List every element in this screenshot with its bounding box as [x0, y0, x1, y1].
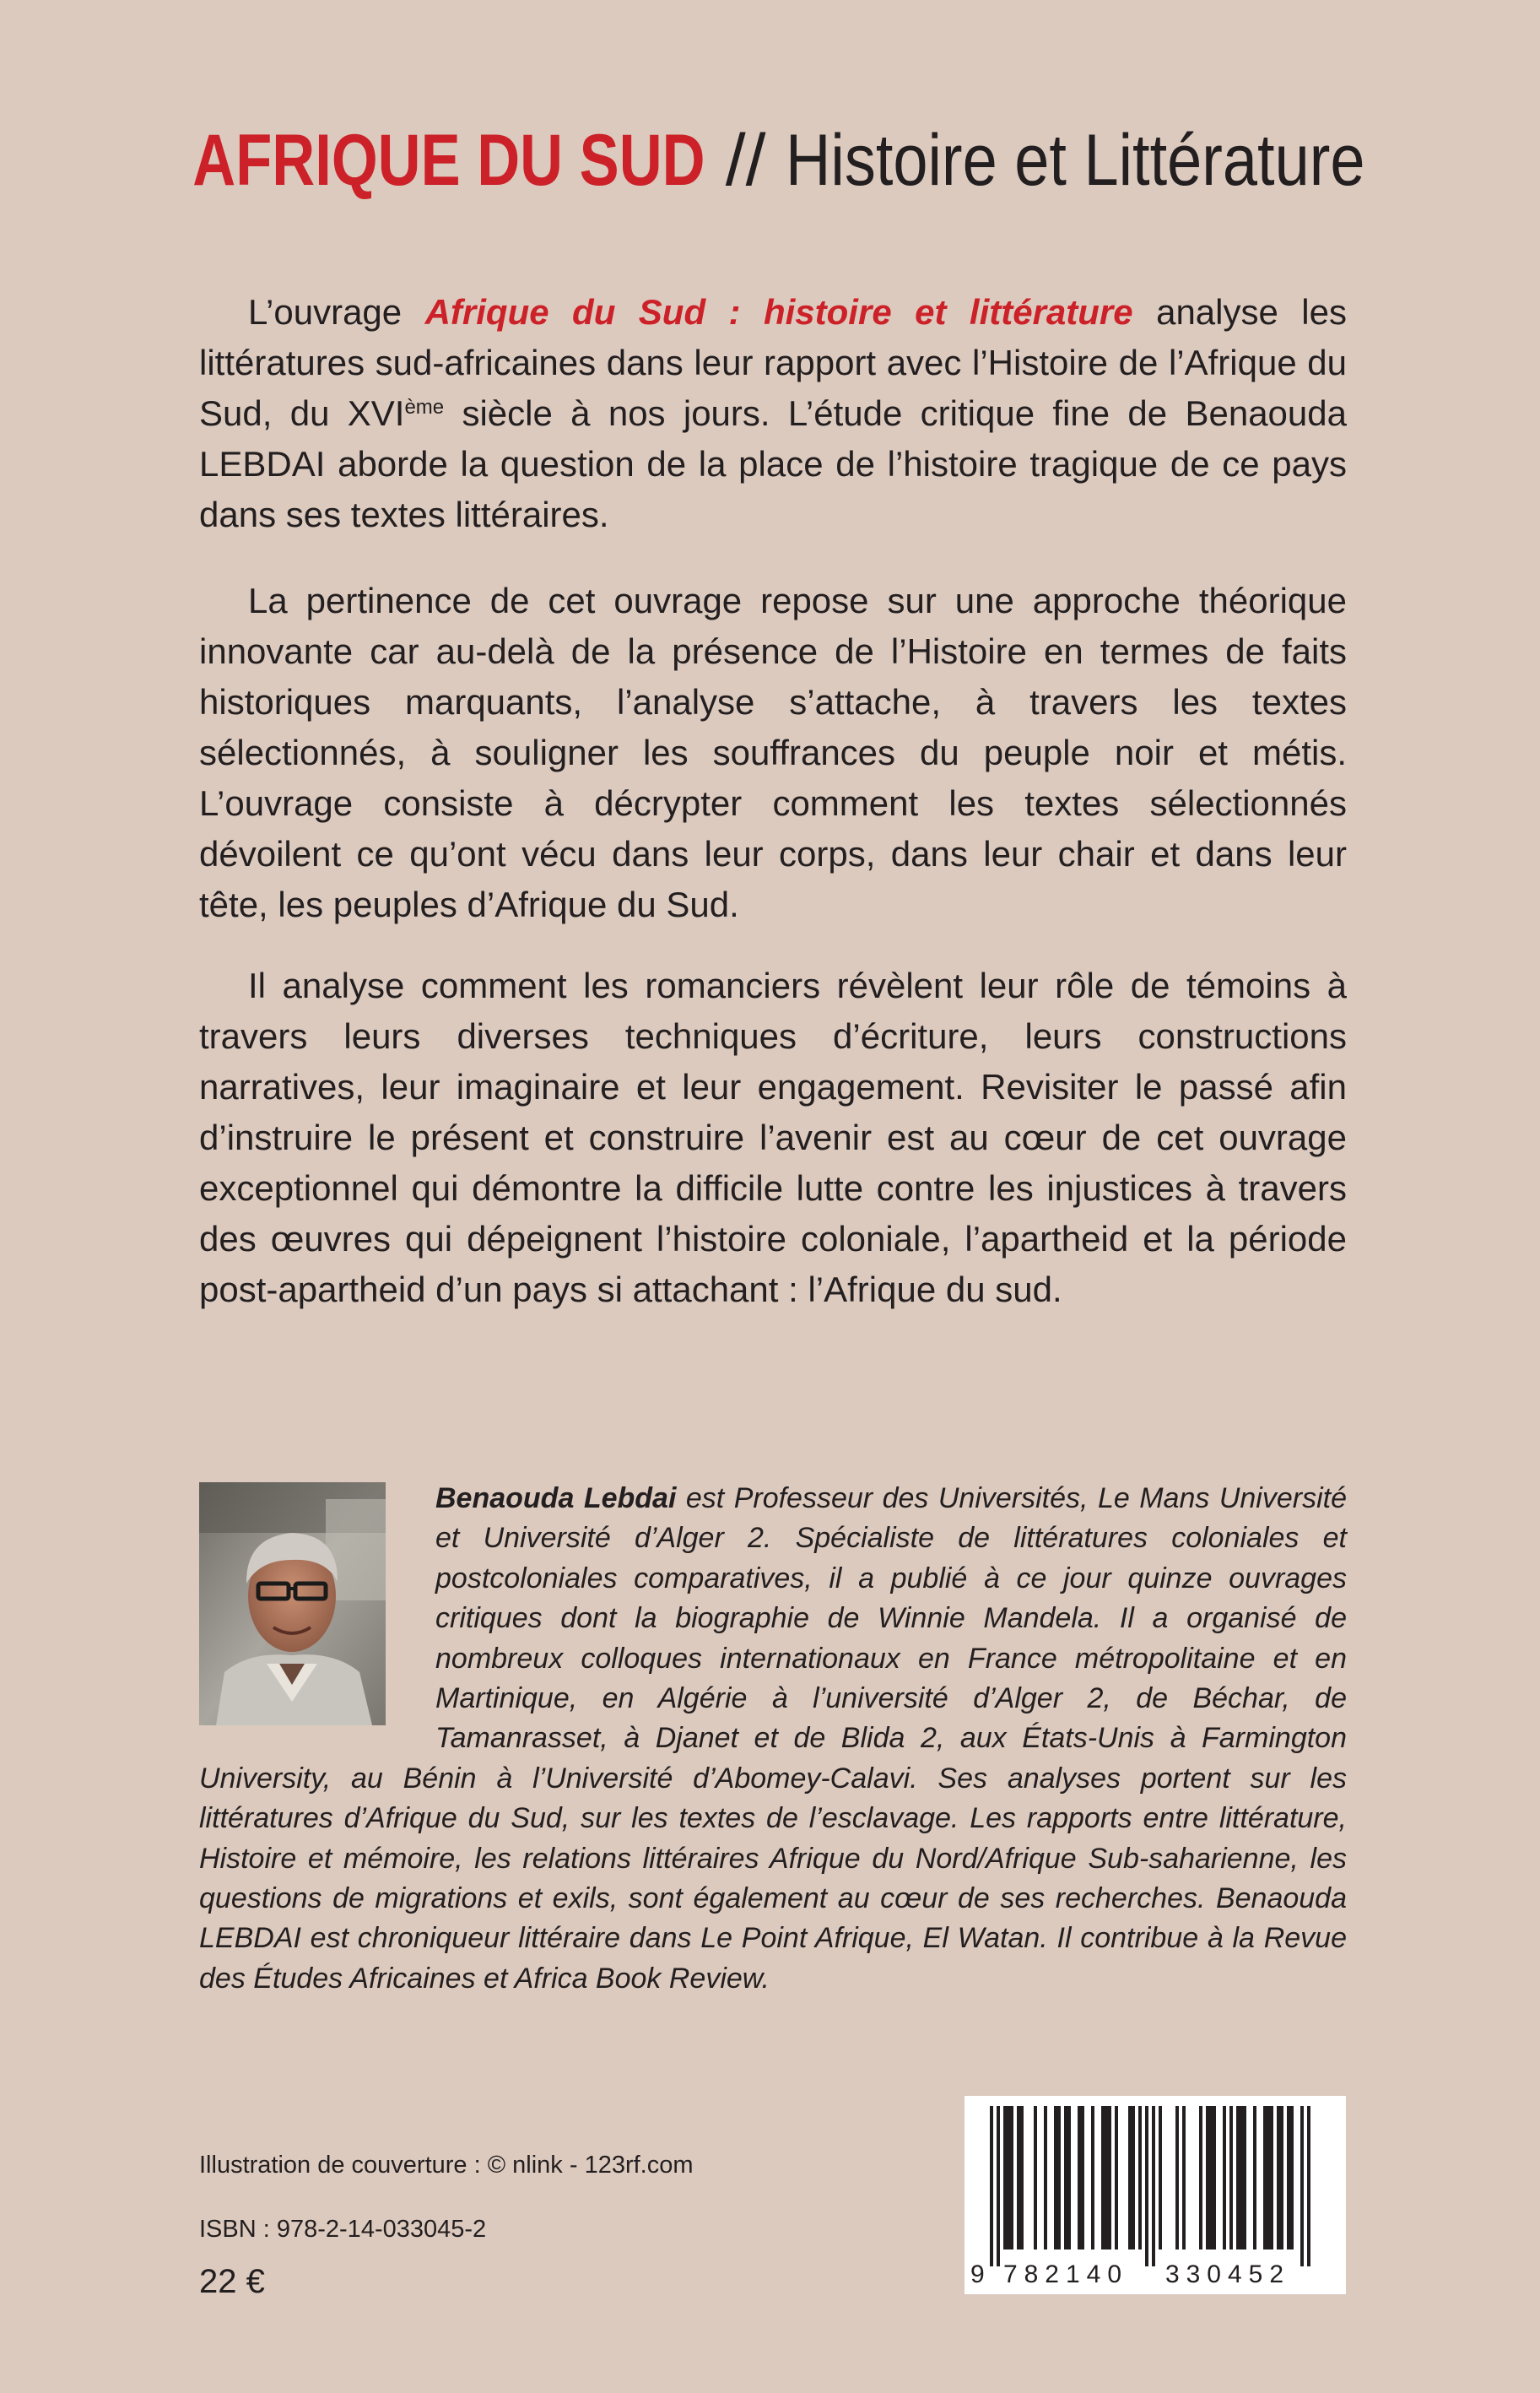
barcode-bar [1263, 2106, 1267, 2250]
barcode-bar [1115, 2106, 1118, 2250]
barcode-bar [1108, 2106, 1111, 2250]
title-subject: Histoire et Littérature [786, 120, 1365, 201]
barcode-bar [1206, 2106, 1209, 2250]
barcode-bar [1064, 2106, 1067, 2250]
author-bio-text: est Professeur des Universités, Le Mans Université et Université d’Alger 2. Spécialiste de littératures coloniales et postcoloniales comparatives, il a publié à ce jour quinze ouvrages critiques dont la biographie de Winnie Mandela. Il a organisé de nombreux colloques internationaux en France métropolitaine et en Martinique, en Algérie à l’université d’Alger 2, de Béchar, de Tamanrasset, à Djanet et de Blida 2, aux États-Unis à Farmington University, au Bénin à l’Université d’Abomey-Calavi. Ses analyses portent sur les littératures d’Afrique du Sud, sur les textes de l’esclavage. Les rapports entre littérature, Histoire et mémoire, les relations littéraires Afrique du Nord/Afrique Sub-saharienne, les questions de migrations et exils, sont également au cœur de ses recherches. Benaouda LEBDAI est chroniqueur littéraire dans Le Point Afrique, El Watan. Il contribue à la Revue des Études Africaines et Africa Book Review. [199, 1482, 1347, 1995]
author-bio [199, 1479, 1347, 1999]
barcode-bar [1287, 2106, 1290, 2250]
barcode-bar [1223, 2106, 1226, 2250]
barcode-bar [1240, 2106, 1243, 2250]
barcode-bar [1175, 2106, 1179, 2250]
barcode-bar [1253, 2106, 1256, 2250]
barcode-bar [1078, 2106, 1081, 2250]
barcode-bar [1057, 2106, 1061, 2250]
barcode-right-digits: 330452 [1164, 2260, 1291, 2288]
barcode-bar [1213, 2106, 1216, 2250]
barcode-bar [1280, 2106, 1283, 2250]
barcode-bar [1307, 2106, 1310, 2266]
barcode-bar [1138, 2106, 1142, 2250]
barcode-bar [1101, 2106, 1105, 2250]
barcode-bar [1209, 2106, 1213, 2250]
author-name: Benaouda Lebdai [435, 1482, 677, 1514]
cover-illustration-credit: Illustration de couverture : © nlink - 123rf.com [199, 2152, 694, 2179]
barcode-bar [1152, 2106, 1155, 2266]
summary-p1-superscript: ème [404, 396, 445, 419]
summary-p1-intro: L’ouvrage [248, 292, 425, 332]
barcode-bar [1010, 2106, 1013, 2250]
barcode-bar [1290, 2106, 1294, 2250]
barcode-bar [1270, 2106, 1273, 2250]
summary-paragraph-2: La pertinence de cet ouvrage repose sur une approche théorique innovante car au-delà de la présence de l’Histoire en termes de faits historiques marquants, l’analyse s’attache, à travers les textes sélectionnés, à souligner les souffrances du peuple noir et métis. L’ouvrage consiste à décrypter comment les textes sélectionnés dévoilent ce qu’ont vécu dans leur corps, dans leur chair et dans leur tête, les peuples d’Afrique du Sud. [199, 581, 1347, 924]
barcode-bar [990, 2106, 993, 2266]
barcode-bar [1091, 2106, 1094, 2250]
barcode-bar [1054, 2106, 1057, 2250]
barcode [965, 2096, 1346, 2294]
barcode-bar [1300, 2106, 1304, 2266]
barcode-bar [1017, 2106, 1020, 2250]
barcode-bar [1159, 2106, 1162, 2250]
barcode-bar [997, 2106, 1000, 2266]
barcode-bar [1267, 2106, 1270, 2250]
summary-paragraph-3: Il analyse comment les romanciers révèlent leur rôle de témoins à travers leurs diverses techniques d’écriture, leurs constructions narratives, leur imaginaire et leur engagement. Revisiter le passé afin d’instruire le présent et construire l’avenir est au cœur de cet ouvrage exceptionnel qui démontre la difficile lutte contre les injustices à travers des œuvres qui dépeignent l’histoire coloniale, l’apartheid et la période post-apartheid d’un pays si attachant : l’Afrique du sud. [199, 966, 1347, 1309]
barcode-bar [1081, 2106, 1084, 2250]
barcode-bar [1128, 2106, 1132, 2250]
barcode-bar [1007, 2106, 1010, 2250]
summary-p1-end: siècle à nos jours. L’étude critique fine de Benaouda LEBDAI aborde la question de la place de l’histoire tragique de ce pays dans ses textes littéraires. [199, 393, 1347, 534]
barcode-bar [1182, 2106, 1186, 2250]
barcode-bar [1199, 2106, 1202, 2250]
cover-title [0, 118, 1540, 203]
title-country: AFRIQUE DU SUD [192, 120, 705, 201]
barcode-bar [1229, 2106, 1233, 2250]
barcode-bar [1236, 2106, 1240, 2250]
title-separator: // [725, 120, 766, 201]
barcode-bar [1044, 2106, 1047, 2250]
barcode-bar [1243, 2106, 1246, 2250]
barcode-bar [1003, 2106, 1007, 2250]
barcode-bar [1277, 2106, 1280, 2250]
summary-p1-middle: analyse les littératures sud-africaines dans leur rapport avec l’Histoire de l’Afrique du Sud, du XVI [199, 292, 1347, 433]
barcode-bar [1034, 2106, 1037, 2250]
barcode-bar [1145, 2106, 1148, 2266]
barcode-bar [1105, 2106, 1108, 2250]
photo-spacer [199, 1479, 435, 1729]
barcode-left-digits: 782140 [1002, 2260, 1129, 2288]
summary-paragraph-1 [199, 287, 1347, 540]
barcode-bar [1067, 2106, 1071, 2250]
price-label: 22 € [199, 2263, 265, 2300]
barcode-bar [1132, 2106, 1135, 2250]
barcode-graphic [965, 2096, 1346, 2294]
isbn-label: ISBN : 978-2-14-033045-2 [199, 2216, 487, 2243]
barcode-lead-digit: 9 [970, 2260, 985, 2288]
book-title-inline: Afrique du Sud : histoire et littérature [424, 292, 1133, 332]
barcode-bar [1020, 2106, 1024, 2250]
